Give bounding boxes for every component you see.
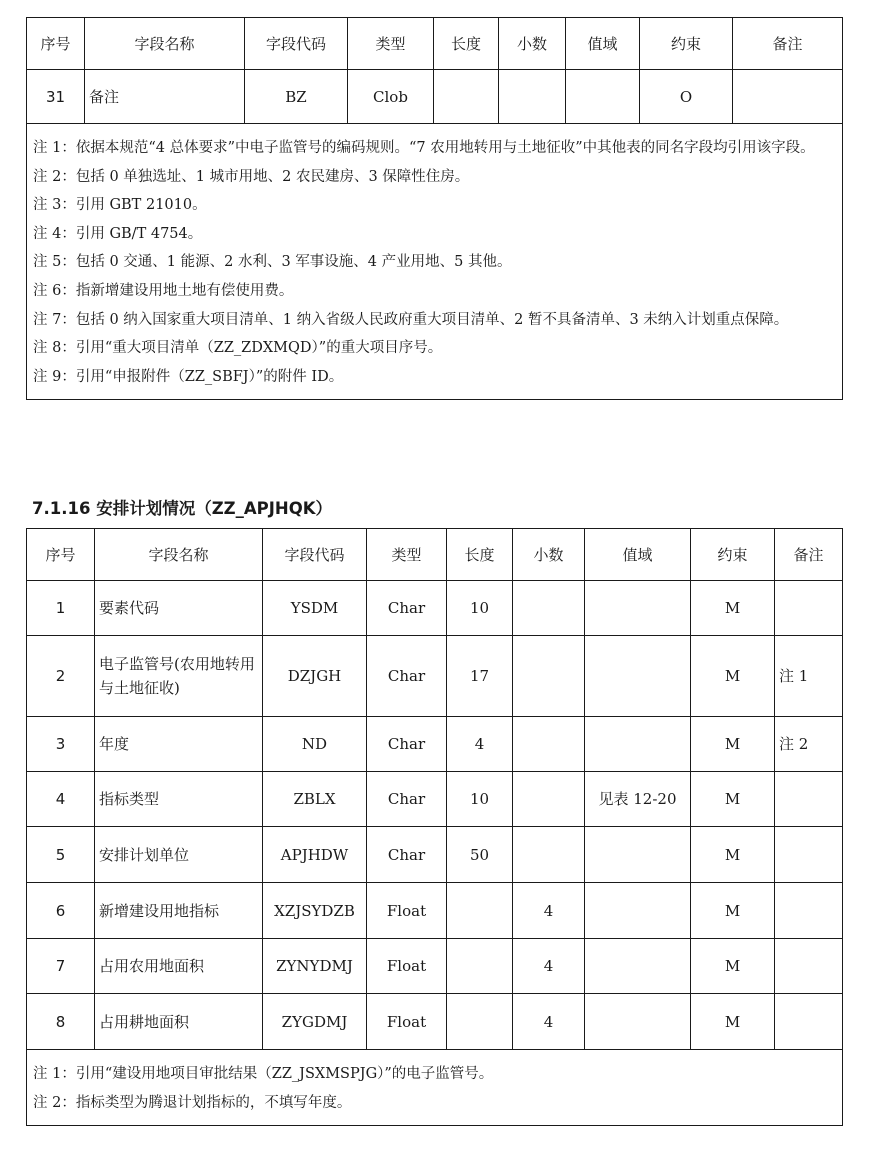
note-text: 注 7：包括 0 纳入国家重大项目清单、1 纳入省级人民政府重大项目清单、2 暂不具备清单、3 未纳入计划重点保障。 xyxy=(33,311,789,328)
field-type: Float xyxy=(367,994,447,1050)
field-type: Clob xyxy=(348,70,434,124)
fields-table-apjhqk xyxy=(26,528,843,1126)
header-cell: 备注 xyxy=(775,529,843,581)
row-number: 4 xyxy=(27,772,95,827)
row-number: 1 xyxy=(27,581,95,636)
field-decimal xyxy=(513,827,585,883)
row-number: 6 xyxy=(27,883,95,939)
table-row xyxy=(27,939,843,994)
field-remark xyxy=(775,581,843,636)
field-constraint: M xyxy=(691,581,775,636)
field-code: YSDM xyxy=(263,581,367,636)
note-text: 注 6：指新增建设用地土地有偿使用费。 xyxy=(33,282,294,299)
table-row xyxy=(27,994,843,1050)
field-length xyxy=(447,939,513,994)
field-code: ZBLX xyxy=(263,772,367,827)
field-type: Char xyxy=(367,827,447,883)
row-number: 7 xyxy=(27,939,95,994)
header-cell: 备注 xyxy=(733,18,843,70)
field-range xyxy=(585,581,691,636)
note-text: 注 9：引用“申报附件（ZZ_SBFJ）”的附件 ID。 xyxy=(33,368,344,385)
table-row xyxy=(27,581,843,636)
header-cell: 序号 xyxy=(27,18,85,70)
field-range xyxy=(585,883,691,939)
header-cell: 字段代码 xyxy=(263,529,367,581)
field-range xyxy=(585,827,691,883)
field-decimal xyxy=(513,636,585,717)
field-name: 电子监管号(农用地转用与土地征收) xyxy=(95,636,263,717)
field-type: Char xyxy=(367,772,447,827)
field-length xyxy=(447,994,513,1050)
header-cell: 序号 xyxy=(27,529,95,581)
field-name: 占用农用地面积 xyxy=(95,939,263,994)
header-cell: 长度 xyxy=(434,18,499,70)
field-remark xyxy=(775,827,843,883)
note-text: 注 2：指标类型为腾退计划指标的，不填写年度。 xyxy=(33,1094,352,1111)
field-length: 50 xyxy=(447,827,513,883)
field-code: APJHDW xyxy=(263,827,367,883)
header-cell: 值域 xyxy=(566,18,640,70)
field-constraint: O xyxy=(640,70,733,124)
notes-row xyxy=(27,124,843,400)
notes-cell xyxy=(27,124,843,400)
row-number: 8 xyxy=(27,994,95,1050)
field-name: 年度 xyxy=(95,717,263,772)
header-cell: 字段名称 xyxy=(95,529,263,581)
row-number: 5 xyxy=(27,827,95,883)
notes-cell xyxy=(27,1050,843,1126)
field-constraint: M xyxy=(691,717,775,772)
row-number: 31 xyxy=(27,70,85,124)
field-decimal xyxy=(513,581,585,636)
note-text: 注 2：包括 0 单独选址、1 城市用地、2 农民建房、3 保障性住房。 xyxy=(33,168,470,185)
field-type: Char xyxy=(367,581,447,636)
fields-table-continued xyxy=(26,17,843,400)
note-text: 注 4：引用 GB/T 4754。 xyxy=(33,225,203,242)
note-text: 注 1：依据本规范“4 总体要求”中电子监管号的编码规则。“7 农用地转用与土地征收”中其他表的同名字段均引用该字段。 xyxy=(33,140,815,156)
table-row xyxy=(27,636,843,717)
header-cell: 小数 xyxy=(499,18,566,70)
field-remark: 注 2 xyxy=(775,717,843,772)
table-header-row xyxy=(27,529,843,581)
header-cell: 小数 xyxy=(513,529,585,581)
field-code: ZYNYDMJ xyxy=(263,939,367,994)
field-code: ND xyxy=(263,717,367,772)
field-range xyxy=(585,994,691,1050)
field-constraint: M xyxy=(691,636,775,717)
header-cell: 字段名称 xyxy=(85,18,245,70)
field-code: DZJGH xyxy=(263,636,367,717)
section-heading: 7.1.16 安排计划情况（ZZ_APJHQK） xyxy=(32,499,333,518)
field-length: 10 xyxy=(447,581,513,636)
field-name: 占用耕地面积 xyxy=(95,994,263,1050)
field-type: Float xyxy=(367,939,447,994)
field-remark xyxy=(775,994,843,1050)
field-remark xyxy=(733,70,843,124)
header-cell: 类型 xyxy=(348,18,434,70)
note-text: 注 3：引用 GBT 21010。 xyxy=(33,197,207,214)
notes-row xyxy=(27,1050,843,1126)
field-length: 17 xyxy=(447,636,513,717)
field-name: 安排计划单位 xyxy=(95,827,263,883)
field-remark xyxy=(775,939,843,994)
header-cell: 约束 xyxy=(691,529,775,581)
note-text: 注 1：引用“建设用地项目审批结果（ZZ_JSXMSPJG）”的电子监管号。 xyxy=(33,1066,494,1082)
field-remark xyxy=(775,772,843,827)
field-length xyxy=(434,70,499,124)
table-row xyxy=(27,772,843,827)
table-header-row xyxy=(27,18,843,70)
field-remark xyxy=(775,883,843,939)
field-type: Float xyxy=(367,883,447,939)
header-cell: 长度 xyxy=(447,529,513,581)
field-range xyxy=(585,636,691,717)
field-code: XZJSYDZB xyxy=(263,883,367,939)
field-code: ZYGDMJ xyxy=(263,994,367,1050)
field-range xyxy=(585,717,691,772)
field-type: Char xyxy=(367,717,447,772)
field-type: Char xyxy=(367,636,447,717)
note-text: 注 5：包括 0 交通、1 能源、2 水利、3 军事设施、4 产业用地、5 其他。 xyxy=(33,254,512,271)
field-decimal xyxy=(513,772,585,827)
field-remark: 注 1 xyxy=(775,636,843,717)
field-name: 备注 xyxy=(85,70,245,124)
field-length xyxy=(447,883,513,939)
table-row xyxy=(27,70,843,124)
field-range xyxy=(585,939,691,994)
field-name: 要素代码 xyxy=(95,581,263,636)
field-decimal: 4 xyxy=(513,883,585,939)
header-cell: 类型 xyxy=(367,529,447,581)
field-code: BZ xyxy=(245,70,348,124)
field-decimal: 4 xyxy=(513,939,585,994)
field-constraint: M xyxy=(691,827,775,883)
field-constraint: M xyxy=(691,939,775,994)
field-decimal xyxy=(499,70,566,124)
field-constraint: M xyxy=(691,883,775,939)
header-cell: 值域 xyxy=(585,529,691,581)
note-text: 注 8：引用“重大项目清单（ZZ_ZDXMQD）”的重大项目序号。 xyxy=(33,340,443,357)
table-row xyxy=(27,827,843,883)
field-decimal: 4 xyxy=(513,994,585,1050)
header-cell: 字段代码 xyxy=(245,18,348,70)
field-decimal xyxy=(513,717,585,772)
field-length: 4 xyxy=(447,717,513,772)
field-name: 新增建设用地指标 xyxy=(95,883,263,939)
field-name: 指标类型 xyxy=(95,772,263,827)
field-length: 10 xyxy=(447,772,513,827)
row-number: 2 xyxy=(27,636,95,717)
field-constraint: M xyxy=(691,772,775,827)
header-cell: 约束 xyxy=(640,18,733,70)
field-constraint: M xyxy=(691,994,775,1050)
table-row xyxy=(27,717,843,772)
table-row xyxy=(27,883,843,939)
field-range xyxy=(566,70,640,124)
field-range: 见表 12-20 xyxy=(585,772,691,827)
row-number: 3 xyxy=(27,717,95,772)
